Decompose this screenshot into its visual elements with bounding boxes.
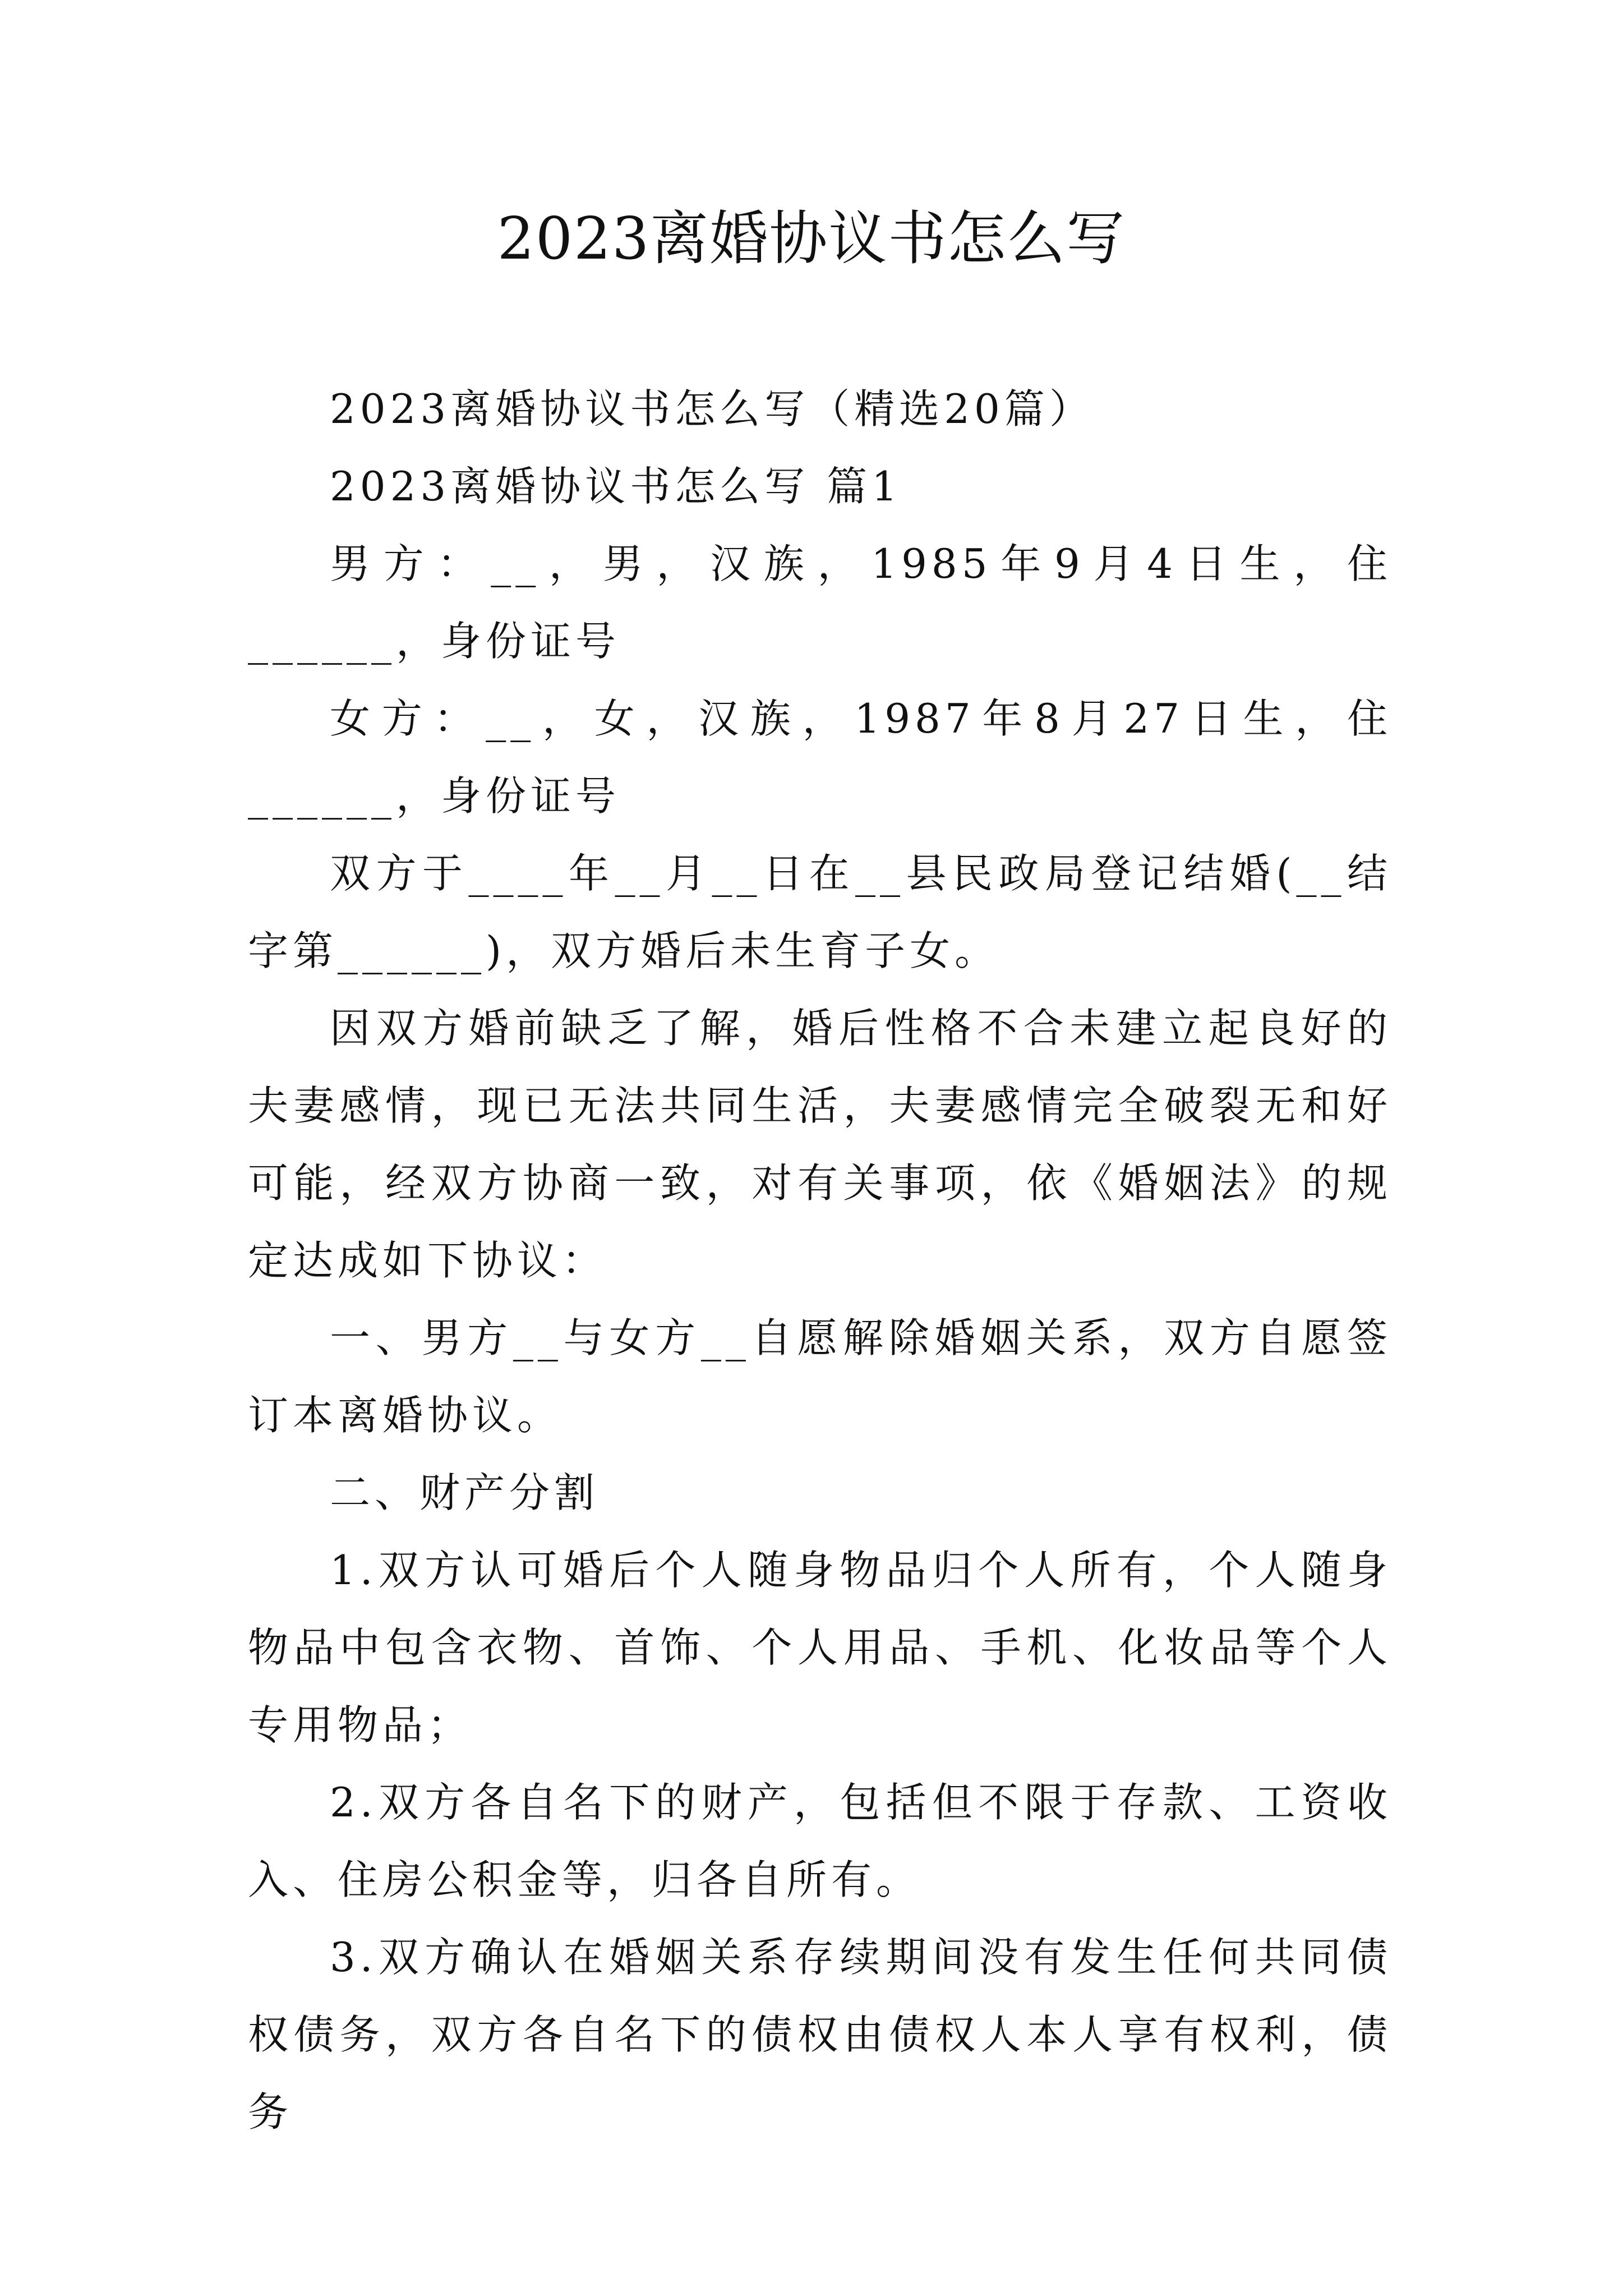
document-title: 2023离婚协议书怎么写 (497, 204, 1126, 273)
paragraph-marriage-registration: 双方于____年__月__日在__县民政局登记结婚(__结字第______)，双方婚后未生育子女。 (248, 850, 1392, 974)
paragraph-reason: 因双方婚前缺乏了解，婚后性格不合未建立起良好的夫妻感情，现已无法共同生活，夫妻感情完全破裂无和好可能，经双方协商一致，对有关事项，依《婚姻法》的规定达成如下协议： (248, 1005, 1392, 1284)
paragraph-female-party: 女方：__，女，汉族，1987年8月27日生，住______，身份证号 (248, 695, 1392, 820)
paragraph-subtitle: 2023离婚协议书怎么写（精选20篇） (330, 385, 1094, 432)
document-body (248, 370, 1392, 2151)
paragraph-clause-1: 一、男方__与女方__自愿解除婚姻关系，双方自愿签订本离婚协议。 (248, 1314, 1392, 1439)
paragraph-clause-2-heading: 二、财产分割 (330, 1469, 600, 1516)
paragraph-clause-2-item-3: 3.双方确认在婚姻关系存续期间没有发生任何共同债权债务，双方各自名下的债权由债权人本人享有权利，债务 (248, 1934, 1392, 2136)
paragraph-clause-2-item-2: 2.双方各自名下的财产，包括但不限于存款、工资收入、住房公积金等，归各自所有。 (248, 1779, 1392, 1903)
paragraph-section-heading: 2023离婚协议书怎么写 篇1 (330, 463, 902, 510)
paragraph-male-party: 男方：__，男，汉族，1985年9月4日生，住______，身份证号 (248, 540, 1392, 665)
paragraph-clause-2-item-1: 1.双方认可婚后个人随身物品归个人所有，个人随身物品中包含衣物、首饰、个人用品、手机、化妆品等个人专用物品； (248, 1547, 1392, 1749)
